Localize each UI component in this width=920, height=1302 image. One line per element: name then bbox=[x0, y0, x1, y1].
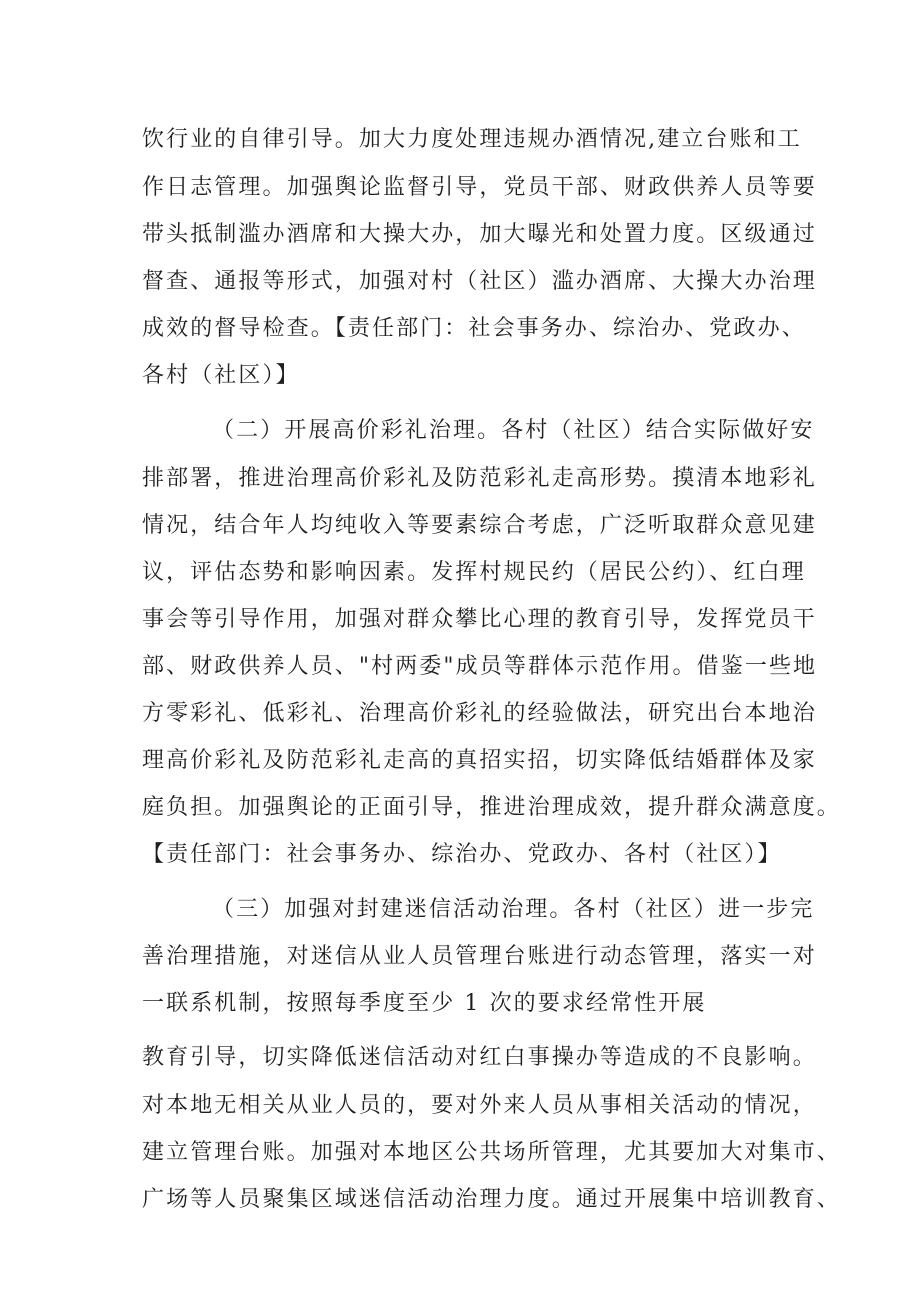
text-line: 部、财政供养人员、"村两委"成员等群体示范作用。借鉴一些地 bbox=[142, 654, 818, 679]
text-line: 作日志管理。加强舆论监督引导，党员干部、财政供养人员等要 bbox=[142, 175, 817, 200]
text-line: 成效的督导检查。【责任部门：社会事务办、综治办、党政办、 bbox=[142, 316, 806, 341]
text-line: 议，评估态势和影响因素。发挥村规民约（居民公约）、红白理 bbox=[142, 560, 806, 585]
text-line: 一联系机制，按照每季度至少 1 次的要求经常性开展 bbox=[142, 991, 707, 1016]
paragraph-heading-3: （三）加强对封建迷信活动治理。各村（社区）进一步完 bbox=[212, 897, 815, 922]
text-line: 排部署，推进治理高价彩礼及防范彩礼走高形势。摸清本地彩礼 bbox=[142, 466, 817, 491]
text-line: 饮行业的自律引导。加大力度处理违规办酒情况,建立台账和工 bbox=[142, 127, 802, 152]
text-line: 对本地无相关从业人员的，要对外来人员从事相关活动的情况， bbox=[142, 1093, 817, 1118]
text-line: 带头抵制滥办酒席和大操大办，加大曝光和处置力度。区级通过 bbox=[142, 222, 817, 247]
paragraph-heading-2: （二）开展高价彩礼治理。各村（社区）结合实际做好安 bbox=[212, 418, 815, 443]
text-line: 庭负担。加强舆论的正面引导，推进治理成效，提升群众满意度。 bbox=[142, 795, 841, 820]
text-line: 方零彩礼、低彩礼、治理高价彩礼的经验做法，研究出台本地治 bbox=[142, 701, 817, 726]
text-line: 善治理措施，对迷信从业人员管理台账进行动态管理，落实一对 bbox=[142, 944, 817, 969]
text-line: 【责任部门：社会事务办、综治办、党政办、各村（社区）】 bbox=[142, 842, 782, 867]
text-line: 教育引导，切实降低迷信活动对红白事操办等造成的不良影响。 bbox=[142, 1045, 817, 1070]
text-line: 督查、通报等形式，加强对村（社区）滥办酒席、大操大办治理 bbox=[142, 269, 817, 294]
text-line: 广场等人员聚集区域迷信活动治理力度。通过开展集中培训教育、 bbox=[142, 1187, 841, 1212]
text-line: 理高价彩礼及防范彩礼走高的真招实招，切实降低结婚群体及家 bbox=[142, 748, 817, 773]
text-line: 建立管理台账。加强对本地区公共场所管理，尤其要加大对集市、 bbox=[142, 1140, 841, 1165]
text-line: 情况，结合年人均纯收入等要素综合考虑，广泛听取群众意见建 bbox=[142, 513, 817, 538]
text-line: 事会等引导作用，加强对群众攀比心理的教育引导，发挥党员干 bbox=[142, 607, 817, 632]
text-line: 各村（社区）】 bbox=[142, 363, 300, 388]
